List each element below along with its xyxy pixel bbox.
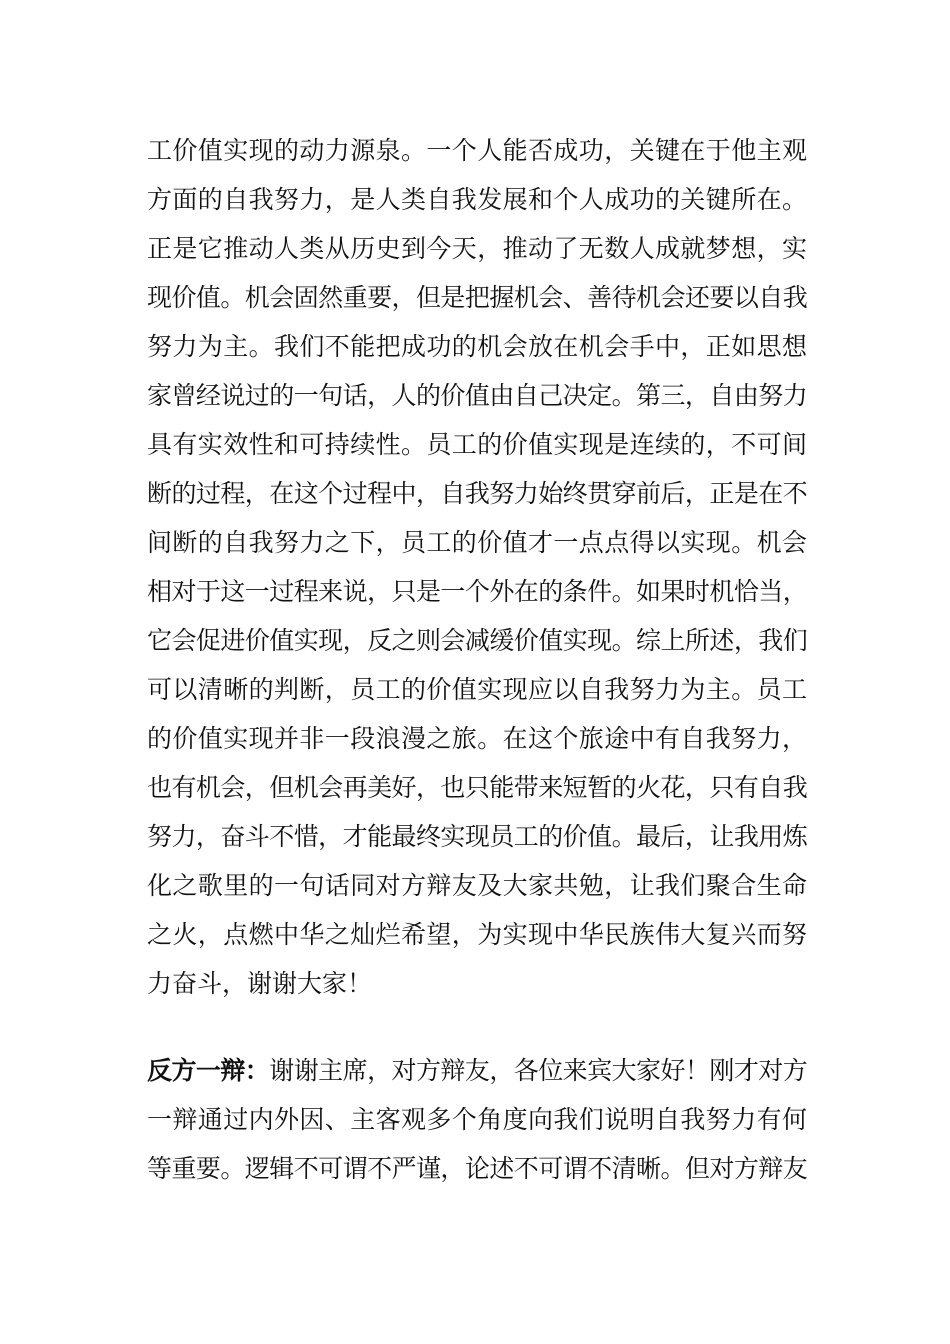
text-line: 的价值实现并非一段浪漫之旅。在这个旅途中有自我努力， bbox=[147, 724, 807, 753]
text-line: 具有实效性和可持续性。员工的价值实现是连续的，不可间 bbox=[147, 430, 807, 459]
text-line: 家曾经说过的一句话，人的价值由自己决定。第三，自由努力 bbox=[147, 381, 807, 410]
text-line: 现价值。机会固然重要，但是把握机会、善待机会还要以自我 bbox=[147, 283, 807, 312]
text-line: 也有机会，但机会再美好，也只能带来短暂的火花，只有自我 bbox=[147, 773, 807, 802]
text-line: 化之歌里的一句话同对方辩友及大家共勉，让我们聚合生命 bbox=[147, 871, 807, 900]
speaker-label: 反方一辩： bbox=[147, 1056, 270, 1085]
text-line: 间断的自我努力之下，员工的价值才一点点得以实现。机会 bbox=[147, 528, 807, 557]
text-line: 可以清晰的判断，员工的价值实现应以自我努力为主。员工 bbox=[147, 675, 807, 704]
text-line: 力奋斗，谢谢大家！ bbox=[147, 969, 373, 998]
text-line: 努力，奋斗不惜，才能最终实现员工的价值。最后，让我用炼 bbox=[147, 822, 807, 851]
text-line: 之火，点燃中华之灿烂希望，为实现中华民族伟大复兴而努 bbox=[147, 920, 807, 949]
text-line: 等重要。逻辑不可谓不严谨，论述不可谓不清晰。但对方辩友 bbox=[147, 1154, 807, 1183]
speech-text: 谢谢主席，对方辩友，各位来宾大家好！刚才对方 bbox=[269, 1056, 807, 1085]
text-line: 方面的自我努力，是人类自我发展和个人成功的关键所在。 bbox=[147, 185, 807, 214]
text-line: 正是它推动人类从历史到今天，推动了无数人成就梦想，实 bbox=[147, 234, 807, 263]
paragraph-affirmative-closing bbox=[147, 126, 807, 1008]
text-line: 努力为主。我们不能把成功的机会放在机会手中，正如思想 bbox=[147, 332, 807, 361]
text-line: 一辩通过内外因、主客观多个角度向我们说明自我努力有何 bbox=[147, 1105, 807, 1134]
text-line: 它会促进价值实现，反之则会减缓价值实现。综上所述，我们 bbox=[147, 626, 807, 655]
text-line: 相对于这一过程来说，只是一个外在的条件。如果时机恰当， bbox=[147, 577, 807, 606]
text-line: 断的过程，在这个过程中，自我努力始终贯穿前后，正是在不 bbox=[147, 479, 807, 508]
text-line bbox=[147, 1046, 807, 1095]
paragraph-negative-first-speech bbox=[147, 1046, 807, 1193]
text-line: 工价值实现的动力源泉。一个人能否成功，关键在于他主观 bbox=[147, 136, 807, 165]
